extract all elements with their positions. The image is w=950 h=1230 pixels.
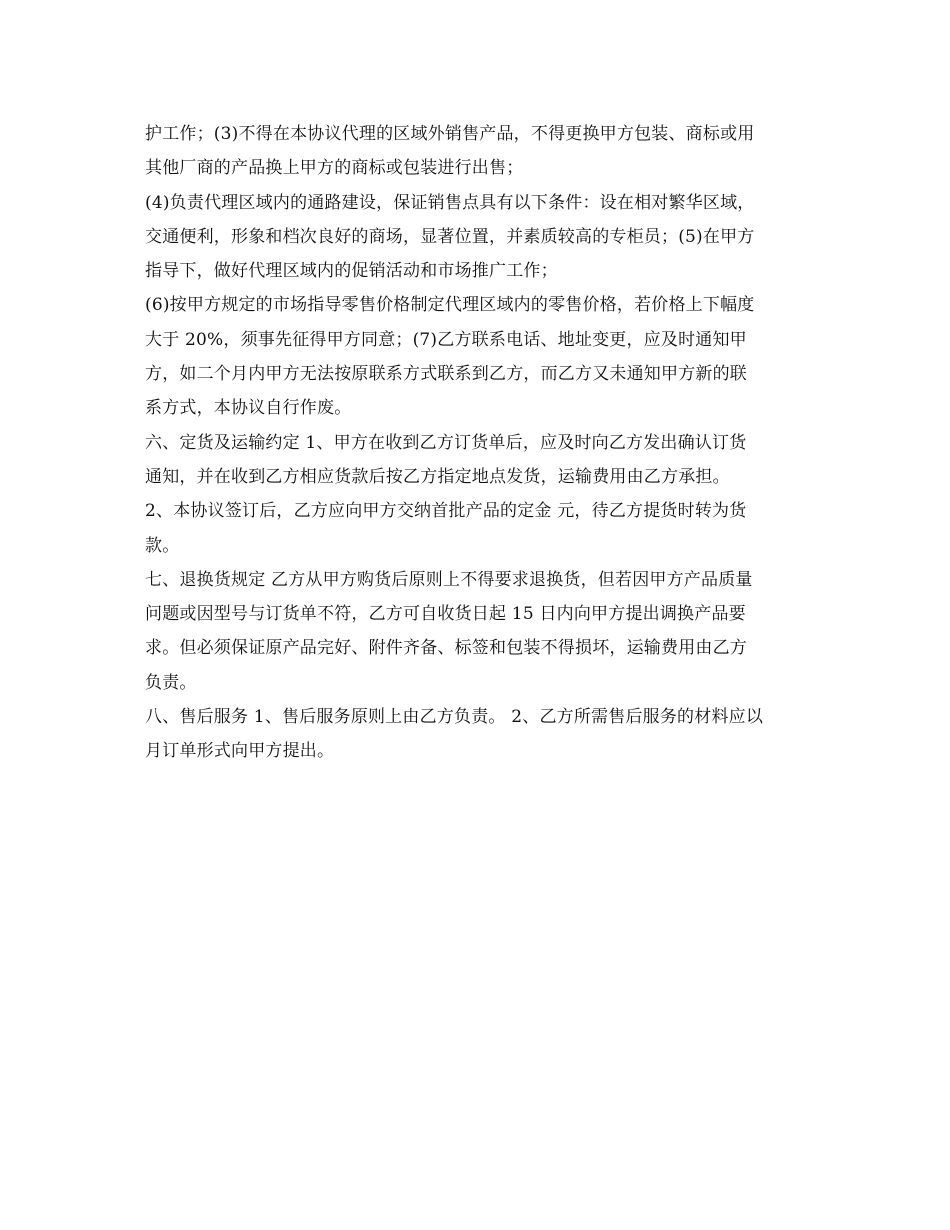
- text-line: (4)负责代理区域内的通路建设，保证销售点具有以下条件：设在相对繁华区域，: [145, 192, 755, 213]
- text-line: 2、本协议签订后，乙方应向甲方交纳首批产品的定金 元，待乙方提货时转为货: [145, 501, 747, 522]
- text-line: 求。但必须保证原产品完好、附件齐备、标签和包装不得损坏，运输费用由乙方: [145, 638, 747, 659]
- text-line: 大于 20%，须事先征得甲方同意；(7)乙方联系电话、地址变更，应及时通知甲: [145, 329, 747, 350]
- document-body: [145, 117, 815, 769]
- text-line: 七、退换货规定 乙方从甲方购货后原则上不得要求退换货，但若因甲方产品质量: [145, 569, 753, 590]
- text-line: 问题或因型号与订货单不符，乙方可自收货日起 15 日内向甲方提出调换产品要: [145, 604, 746, 625]
- text-line: 款。: [145, 535, 180, 556]
- text-line: 八、售后服务 1、售后服务原则上由乙方负责。 2、乙方所需售后服务的材料应以: [145, 707, 764, 728]
- text-line: 通知，并在收到乙方相应货款后按乙方指定地点发货，运输费用由乙方承担。: [145, 466, 730, 487]
- text-line: 系方式，本协议自行作废。: [145, 398, 352, 419]
- text-line: 其他厂商的产品换上甲方的商标或包装进行出售；: [145, 158, 524, 179]
- text-line: 方，如二个月内甲方无法按原联系方式联系到乙方，而乙方又未通知甲方新的联: [145, 364, 747, 385]
- text-line: (6)按甲方规定的市场指导零售价格制定代理区域内的零售价格，若价格上下幅度: [145, 295, 755, 316]
- text-line: 六、定货及运输约定 1、甲方在收到乙方订货单后，应及时向乙方发出确认订货: [145, 432, 747, 453]
- text-line: 月订单形式向甲方提出。: [145, 741, 335, 762]
- text-line: 负责。: [145, 672, 197, 693]
- text-line: 护工作；(3)不得在本协议代理的区域外销售产品，不得更换甲方包装、商标或用: [145, 124, 755, 144]
- text-line: 指导下，做好代理区域内的促销活动和市场推广工作；: [145, 261, 558, 282]
- text-line: 交通便利，形象和档次良好的商场，显著位置，并素质较高的专柜员；(5)在甲方: [145, 226, 755, 247]
